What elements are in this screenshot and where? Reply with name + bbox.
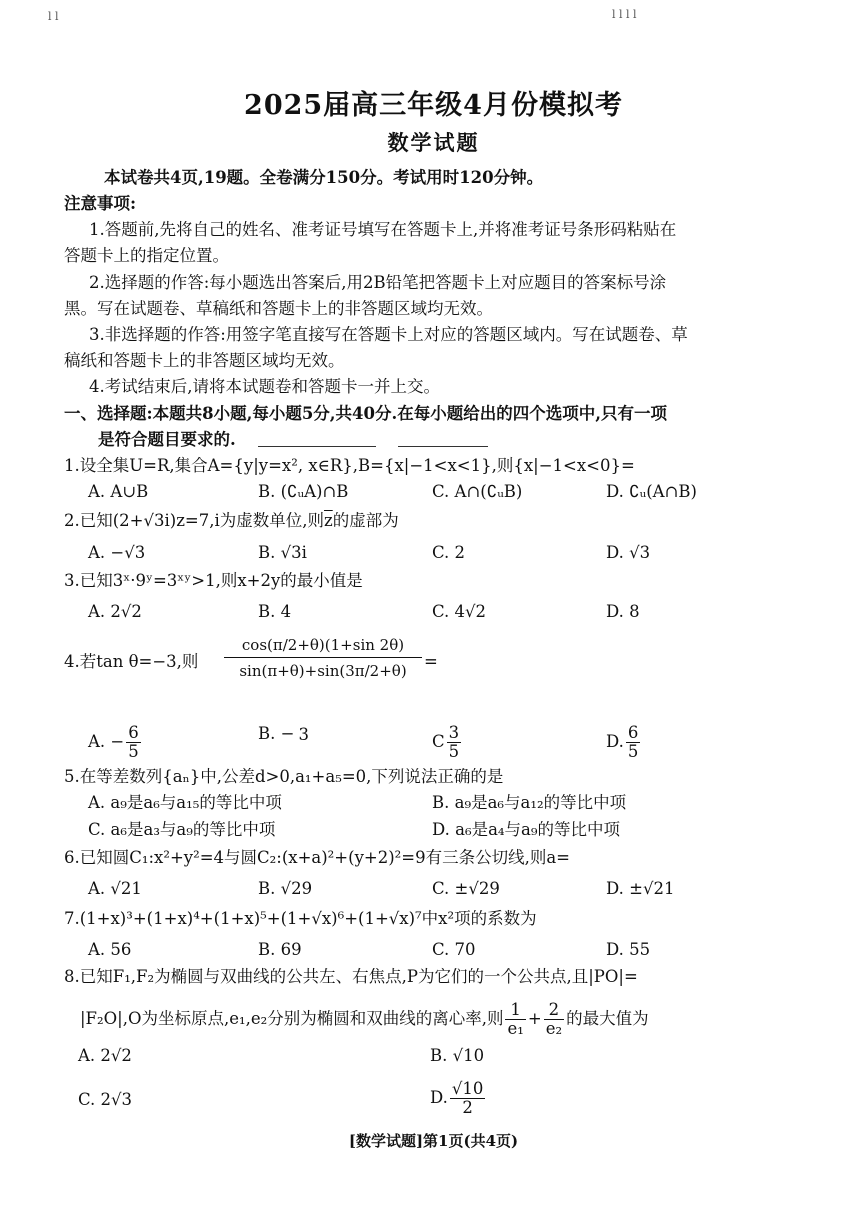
q8-option-b: B. √10 [430,1046,485,1065]
q8-plus: + [527,1009,542,1028]
q4-option-c [432,724,463,761]
q4-option-a-num: 6 [128,723,139,742]
q8-frac2-num: 2 [544,1001,564,1020]
q5-option-a: A. a₉是a₆与a₁₅的等比中项 [88,793,282,812]
q8-option-d [430,1080,487,1117]
q4-option-c-label: C [432,732,445,751]
q4-option-a [88,724,143,761]
q6-option-a: A. √21 [88,879,142,898]
q1-option-a: A. A∪B [88,482,149,501]
q6-option-d: D. ±√21 [606,879,675,898]
q4-stem-a: 4.若tan θ=−3,则 [64,652,199,671]
q1-option-d: D. ∁ᵤ(A∩B) [606,482,697,501]
q8-stem-line2a: |F₂O|,O为坐标原点,e₁,e₂分别为椭圆和双曲线的离心率,则 [80,1009,504,1028]
page-footer: [数学试题]第1页(共4页) [348,1132,519,1150]
q4-stem-b: = [424,652,438,671]
exam-title: 2025届高三年级4月份模拟考 [244,90,623,121]
q1-stem: 1.设全集U=R,集合A={y|y=x², x∈R},B={x|−1<x<1},则{x|−1<x<0}= [64,456,635,475]
q3-option-b: B. 4 [258,602,292,621]
q7-option-c: C. 70 [432,940,476,959]
blank-line-2 [398,446,488,447]
q5-option-c: C. a₆是a₃与a₉的等比中项 [88,820,276,839]
notice-3-line1: 3.非选择题的作答:用签字笔直接写在答题卡上对应的答题区域内。写在试题卷、草 [89,325,688,344]
corner-mark-right: l l l l [612,8,637,21]
q7-option-d: D. 55 [606,940,651,959]
q4-option-b [258,724,313,744]
q1-option-c: C. A∩(∁ᵤB) [432,482,523,501]
q8-frac2-den: e₂ [545,1019,563,1038]
q2-stem-b: 的虚部为 [332,511,399,530]
q2-stem-a: 2.已知(2+√3i)z=7,i为虚数单位,则 [64,511,325,530]
q2-stem-zbar: $\overline{z}$ [324,511,333,530]
notice-1-line2: 答题卡上的指定位置。 [64,246,229,265]
notice-1-line1: 1.答题前,先将自己的姓名、准考证号填写在答题卡上,并将准考证号条形码粘贴在 [89,220,677,239]
q2-option-c: C. 2 [432,543,466,562]
q8-option-d-num: √10 [451,1079,484,1098]
q5-option-b: B. a₉是a₆与a₁₂的等比中项 [432,793,627,812]
q3-option-d: D. 8 [606,602,640,621]
q4-denominator: sin(π+θ)+sin(3π/2+θ) [239,662,407,680]
q8-option-d-label: D. [430,1088,448,1107]
q2-stem [64,511,399,531]
notice-2-line2: 黑。写在试题卷、草稿纸和答题卡上的非答题区域均无效。 [64,299,493,318]
q2-option-a: A. −√3 [88,543,146,562]
q8-frac1-num: 1 [505,1001,525,1020]
notice-4-line1: 4.考试结束后,请将本试题卷和答题卡一并上交。 [89,377,440,396]
notice-2-line1: 2.选择题的作答:每小题选出答案后,用2B铅笔把答题卡上对应题目的答案标号涂 [89,273,667,292]
q7-option-b: B. 69 [258,940,302,959]
q8-option-d-den: 2 [462,1098,473,1117]
blank-line-1 [258,446,376,447]
section-heading-line2: 是符合题目要求的. [98,430,236,449]
q6-stem: 6.已知圆C₁:x²+y²=4与圆C₂:(x+a)²+(y+2)²=9有三条公切线,则a= [64,848,570,867]
q8-frac1-den: e₁ [507,1019,524,1038]
exam-subtitle: 数学试题 [387,130,480,155]
q4-option-b-num: 3 [298,724,309,744]
q8-option-c: C. 2√3 [78,1090,133,1109]
q4-option-b-label: B. − [258,724,295,743]
notice-heading: 注意事项: [64,194,137,213]
q2-option-b: B. √3i [258,543,307,562]
q2-option-d: D. √3 [606,543,651,562]
notice-3-line2: 稿纸和答题卡上的非答题区域均无效。 [64,351,345,370]
q3-option-a: A. 2√2 [88,602,142,621]
q5-stem: 5.在等差数列{aₙ}中,公差d>0,a₁+a₅=0,下列说法正确的是 [64,767,504,786]
corner-mark-left: l l [48,10,59,23]
section-heading-line1: 一、选择题:本题共8小题,每小题5分,共40分.在每小题给出的四个选项中,只有一项 [64,404,667,423]
q4-option-a-den: 5 [128,742,139,761]
q4-option-d [606,724,642,761]
q4-option-c-den: 5 [448,742,460,761]
q4-fraction [224,636,422,680]
q4-numerator: cos(π/2+θ)(1+sin 2θ) [224,636,422,658]
q4-option-a-label: A. − [88,732,125,751]
q4-option-c-num: 3 [448,723,460,742]
exam-info: 本试卷共4页,19题。全卷满分150分。考试用时120分钟。 [104,168,544,187]
q1-option-b: B. (∁ᵤA)∩B [258,482,349,501]
q8-stem-line1: 8.已知F₁,F₂为椭圆与双曲线的公共左、右焦点,P为它们的一个公共点,且|PO|= [64,967,638,986]
q8-option-a: A. 2√2 [78,1046,132,1065]
q7-stem: 7.(1+x)³+(1+x)⁴+(1+x)⁵+(1+√x)⁶+(1+√x)⁷中x²项的系数为 [64,909,537,928]
q4-option-d-den: 5 [627,742,639,761]
q5-option-d: D. a₆是a₄与a₉的等比中项 [432,820,620,839]
q3-option-c: C. 4√2 [432,602,487,621]
q6-option-b: B. √29 [258,879,313,898]
q8-stem-line2b: 的最大值为 [566,1009,649,1028]
q6-option-c: C. ±√29 [432,879,500,898]
q4-option-d-label: D. [606,732,624,751]
q8-stem-line2 [80,1001,649,1038]
q7-option-a: A. 56 [88,940,132,959]
q4-option-d-num: 6 [627,723,639,742]
q3-stem: 3.已知3ˣ·9ʸ=3ˣʸ>1,则x+2y的最小值是 [64,571,363,590]
